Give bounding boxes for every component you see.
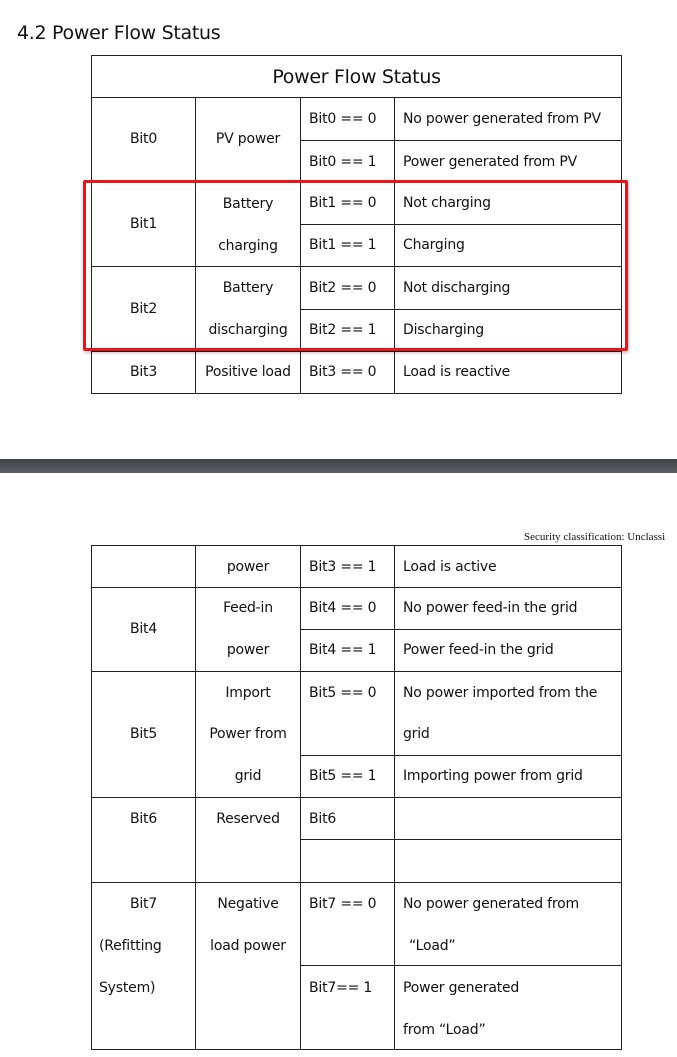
bit-label: Bit3 bbox=[129, 364, 158, 380]
condition: Bit4 == 1 bbox=[309, 642, 377, 658]
bit-label: System) bbox=[99, 980, 156, 996]
bit6-label-cell bbox=[92, 798, 196, 883]
bit2-name-cell bbox=[196, 267, 301, 352]
description: Power generated from PV bbox=[403, 154, 577, 170]
bit-name: Negative bbox=[217, 896, 279, 912]
bit-name: Reserved bbox=[216, 811, 280, 827]
condition: Bit5 == 1 bbox=[309, 768, 377, 784]
bit3-name-cell bbox=[196, 352, 301, 393]
bit-name: PV power bbox=[215, 131, 281, 147]
condition: Bit7 == 0 bbox=[309, 896, 377, 912]
description: Load is reactive bbox=[403, 364, 511, 380]
bit7-desc0-cell bbox=[395, 883, 622, 966]
bit-label: Bit6 bbox=[129, 811, 158, 827]
bit-label: Bit4 bbox=[129, 621, 158, 637]
bit4-cond0-cell bbox=[301, 588, 395, 630]
bit5-cond0-cell bbox=[301, 672, 395, 756]
description: Charging bbox=[403, 237, 465, 253]
bit0-cond0-cell bbox=[301, 98, 395, 141]
description: Importing power from grid bbox=[403, 768, 583, 784]
bit0-label-cell bbox=[92, 98, 196, 183]
condition: Bit5 == 0 bbox=[309, 685, 377, 701]
bit4-desc0-cell bbox=[395, 588, 622, 630]
power-flow-table-part1 bbox=[91, 55, 622, 394]
bit1-cond1-cell bbox=[301, 225, 395, 267]
bit-label: Bit2 bbox=[129, 301, 158, 317]
bit-name: Battery bbox=[222, 280, 274, 296]
bit1-desc1-cell bbox=[395, 225, 622, 267]
description: from “Load” bbox=[403, 1022, 486, 1038]
condition: Bit3 == 0 bbox=[309, 364, 377, 380]
bit4-label-cell bbox=[92, 588, 196, 672]
condition: Bit1 == 0 bbox=[309, 195, 377, 211]
bit7-label-cell bbox=[92, 883, 196, 1049]
condition: Bit6 bbox=[309, 811, 337, 827]
bit-label: Bit0 bbox=[129, 131, 158, 147]
condition: Bit2 == 1 bbox=[309, 322, 377, 338]
bit5-name-cell bbox=[196, 672, 301, 798]
description: Not charging bbox=[403, 195, 491, 211]
bit2-cond0-cell bbox=[301, 267, 395, 310]
bit7-name-cell bbox=[196, 883, 301, 1049]
bit2-cond1-cell bbox=[301, 310, 395, 352]
condition: Bit0 == 1 bbox=[309, 154, 377, 170]
description: Power feed-in the grid bbox=[403, 642, 554, 658]
bit3-cont-label-cell bbox=[92, 546, 196, 588]
bit5-desc1-cell bbox=[395, 756, 622, 798]
bit0-desc0-cell bbox=[395, 98, 622, 141]
bit6-name-cell bbox=[196, 798, 301, 883]
bit7-cond1-cell bbox=[301, 966, 395, 1049]
condition: Bit2 == 0 bbox=[309, 280, 377, 296]
bit6-cond1-cell bbox=[301, 840, 395, 883]
bit2-label-cell bbox=[92, 267, 196, 352]
bit3-cond0-cell bbox=[301, 352, 395, 393]
condition: Bit0 == 0 bbox=[309, 111, 377, 127]
bit0-desc1-cell bbox=[395, 141, 622, 183]
bit2-desc1-cell bbox=[395, 310, 622, 352]
bit5-label-cell bbox=[92, 672, 196, 798]
description: Discharging bbox=[403, 322, 484, 338]
bit1-name-cell bbox=[196, 183, 301, 267]
bit-label: (Refitting bbox=[99, 938, 162, 954]
page-separator bbox=[0, 459, 677, 473]
description: Power generated bbox=[403, 980, 520, 996]
bit6-desc0-cell bbox=[395, 798, 622, 840]
bit-name: Feed-in bbox=[223, 600, 273, 616]
bit2-desc0-cell bbox=[395, 267, 622, 310]
description: No power feed-in the grid bbox=[403, 600, 578, 616]
bit0-name-cell bbox=[196, 98, 301, 183]
bit-name: Power from bbox=[209, 726, 287, 742]
condition: Bit1 == 1 bbox=[309, 237, 377, 253]
bit-name: charging bbox=[218, 238, 278, 254]
table-title: Power Flow Status bbox=[92, 56, 621, 98]
bit-name: power bbox=[226, 559, 270, 575]
description: Not discharging bbox=[403, 280, 511, 296]
bit5-desc0-cell bbox=[395, 672, 622, 756]
power-flow-table-part2 bbox=[91, 545, 622, 1050]
description: Load is active bbox=[403, 559, 497, 575]
bit3-label-cell bbox=[92, 352, 196, 393]
bit-name: discharging bbox=[208, 322, 288, 338]
description: “Load” bbox=[409, 938, 456, 954]
bit1-desc0-cell bbox=[395, 183, 622, 225]
condition: Bit3 == 1 bbox=[309, 559, 377, 575]
description: grid bbox=[403, 726, 430, 742]
description: No power generated from PV bbox=[403, 111, 601, 127]
bit3-cont-name-cell bbox=[196, 546, 301, 588]
bit-name: Import bbox=[225, 685, 271, 701]
bit-label: Bit7 bbox=[129, 896, 158, 912]
bit4-name-cell bbox=[196, 588, 301, 672]
bit3-cond1-cell bbox=[301, 546, 395, 588]
bit4-desc1-cell bbox=[395, 630, 622, 672]
bit-name: power bbox=[226, 642, 270, 658]
bit7-desc1-cell bbox=[395, 966, 622, 1049]
description: No power imported from the bbox=[403, 685, 598, 701]
condition: Bit4 == 0 bbox=[309, 600, 377, 616]
bit6-cond0-cell bbox=[301, 798, 395, 840]
security-classification: Security classification: Unclassi bbox=[524, 531, 666, 543]
bit0-cond1-cell bbox=[301, 141, 395, 183]
condition: Bit7== 1 bbox=[309, 980, 373, 996]
bit-name: grid bbox=[234, 768, 262, 784]
bit6-desc1-cell bbox=[395, 840, 622, 883]
bit5-cond1-cell bbox=[301, 756, 395, 798]
bit-name: load power bbox=[210, 938, 286, 954]
bit3-desc1-cell bbox=[395, 546, 622, 588]
section-heading: 4.2 Power Flow Status bbox=[17, 22, 221, 44]
bit3-desc0-cell bbox=[395, 352, 622, 393]
bit-label: Bit5 bbox=[129, 726, 158, 742]
bit-name: Positive load bbox=[205, 364, 291, 380]
bit1-cond0-cell bbox=[301, 183, 395, 225]
bit1-label-cell bbox=[92, 183, 196, 267]
bit-label: Bit1 bbox=[129, 216, 158, 232]
bit7-cond0-cell bbox=[301, 883, 395, 966]
bit4-cond1-cell bbox=[301, 630, 395, 672]
bit-name: Battery bbox=[222, 196, 274, 212]
description: No power generated from bbox=[403, 896, 579, 912]
